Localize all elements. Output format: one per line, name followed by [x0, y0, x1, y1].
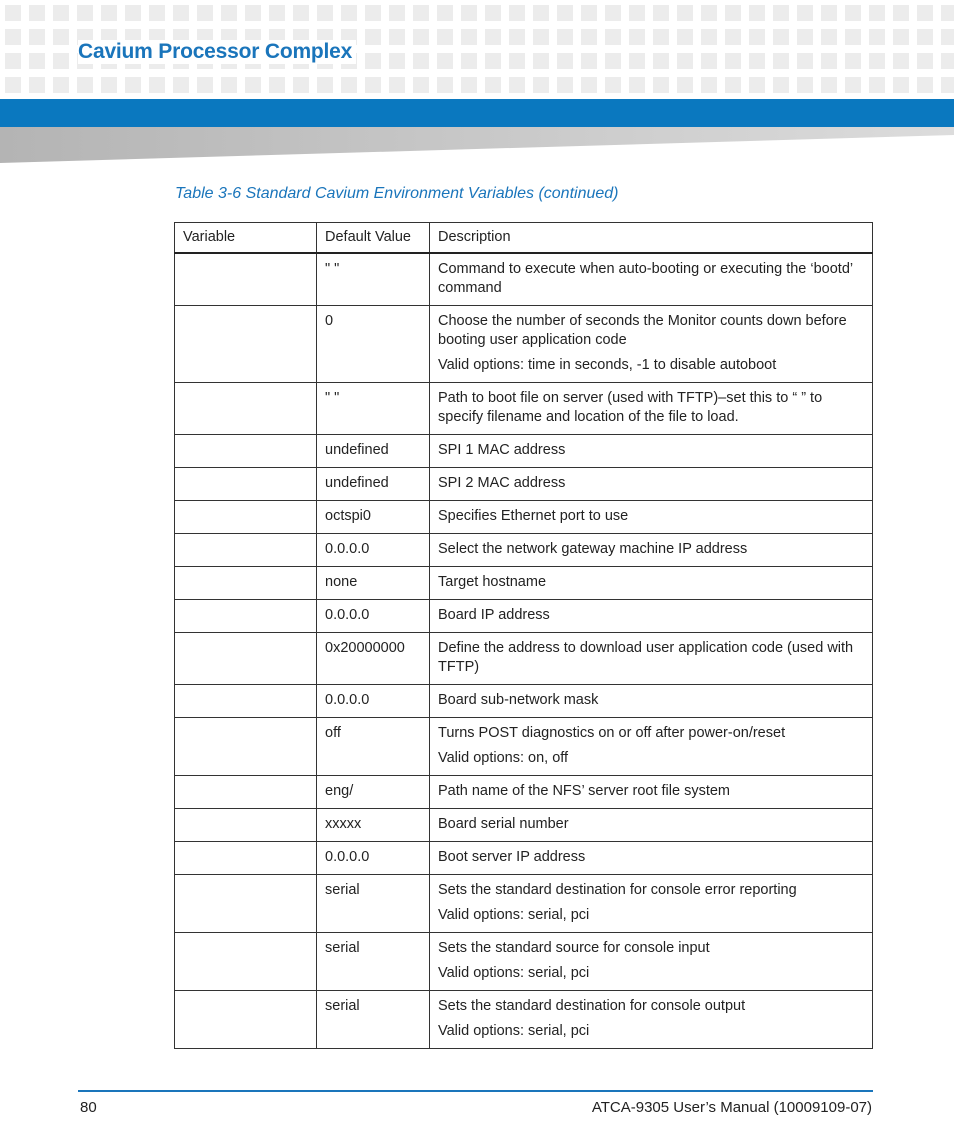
header-pattern-square [245, 5, 261, 21]
header-pattern-square [485, 77, 501, 93]
header-pattern-square [821, 5, 837, 21]
cell-variable [175, 991, 317, 1049]
header-pattern-square [629, 53, 645, 69]
header-pattern-square [941, 29, 954, 45]
header-pattern-square [797, 53, 813, 69]
header-pattern-square [893, 77, 909, 93]
header-pattern-square [821, 77, 837, 93]
header-pattern-square [125, 5, 141, 21]
cell-variable [175, 567, 317, 600]
cell-variable [175, 933, 317, 991]
cell-variable [175, 718, 317, 776]
header-pattern-square [509, 5, 525, 21]
header-pattern-square [197, 5, 213, 21]
header-pattern-square [269, 77, 285, 93]
header-pattern-square [629, 5, 645, 21]
cell-default-value: 0.0.0.0 [317, 600, 430, 633]
header-pattern-square [557, 5, 573, 21]
header-pattern-square [557, 53, 573, 69]
header-pattern-square [773, 29, 789, 45]
header-pattern-square [725, 53, 741, 69]
header-pattern-square [53, 29, 69, 45]
header-pattern-square [101, 5, 117, 21]
header-pattern-square [389, 77, 405, 93]
header-pattern-square [389, 5, 405, 21]
header-pattern-square [437, 53, 453, 69]
header-pattern-square [797, 5, 813, 21]
cell-variable [175, 600, 317, 633]
header-pattern-square [101, 77, 117, 93]
header-pattern-square [461, 77, 477, 93]
header-pattern-square [365, 53, 381, 69]
header-pattern-square [245, 77, 261, 93]
cell-variable [175, 875, 317, 933]
description-paragraph: Target hostname [438, 574, 547, 590]
header-pattern-square [893, 5, 909, 21]
description-paragraph: Valid options: serial, pci [438, 907, 590, 923]
header-pattern-square [845, 29, 861, 45]
header-pattern-square [773, 5, 789, 21]
header-pattern-square [341, 5, 357, 21]
header-pattern-square [941, 5, 954, 21]
table-row [175, 435, 873, 468]
cell-description [430, 685, 873, 718]
cell-variable [175, 306, 317, 383]
header-pattern-square [389, 53, 405, 69]
description-paragraph: Select the network gateway machine IP address [438, 541, 748, 557]
table-row [175, 253, 873, 306]
header-pattern-square [53, 77, 69, 93]
header-pattern-square [365, 77, 381, 93]
cell-default-value: octspi0 [317, 501, 430, 534]
cell-variable [175, 435, 317, 468]
cell-description [430, 991, 873, 1049]
description-paragraph: SPI 1 MAC address [438, 442, 566, 458]
table-row [175, 875, 873, 933]
header-pattern-square [773, 53, 789, 69]
header-pattern-square [77, 5, 93, 21]
header-pattern-square [221, 5, 237, 21]
header-pattern-square [629, 77, 645, 93]
header-pattern-square [5, 5, 21, 21]
cell-variable [175, 468, 317, 501]
header-pattern-square [485, 53, 501, 69]
header-pattern-square [653, 53, 669, 69]
description-paragraph: Boot server IP address [438, 849, 586, 865]
header-pattern-square [725, 77, 741, 93]
header-pattern-square [5, 29, 21, 45]
cell-default-value: serial [317, 933, 430, 991]
cell-description [430, 534, 873, 567]
header-pattern-square [341, 77, 357, 93]
header-blue-bar [0, 99, 954, 127]
header-pattern-square [869, 5, 885, 21]
cell-default-value: serial [317, 875, 430, 933]
cell-default-value: off [317, 718, 430, 776]
description-paragraph: Valid options: on, off [438, 750, 569, 766]
header-pattern-square [365, 5, 381, 21]
header-pattern-square [461, 53, 477, 69]
header-pattern-square [605, 5, 621, 21]
header-pattern-square [125, 77, 141, 93]
header-pattern-square [653, 29, 669, 45]
header-pattern-square [533, 53, 549, 69]
header-pattern-square [509, 77, 525, 93]
description-paragraph: Sets the standard destination for console output [438, 998, 746, 1014]
header-pattern-square [557, 77, 573, 93]
header-pattern-square [821, 29, 837, 45]
header-pattern-square [413, 53, 429, 69]
header-pattern-square [797, 77, 813, 93]
header-pattern-square [29, 5, 45, 21]
description-paragraph: Sets the standard destination for console error reporting [438, 882, 797, 898]
cell-default-value: " " [317, 383, 430, 435]
cell-description [430, 718, 873, 776]
header-pattern-square [461, 29, 477, 45]
cell-default-value: undefined [317, 435, 430, 468]
header-pattern-square [581, 5, 597, 21]
header-pattern-square [581, 53, 597, 69]
header-pattern-square [29, 53, 45, 69]
cell-description [430, 633, 873, 685]
header-pattern-square [701, 29, 717, 45]
description-paragraph: Turns POST diagnostics on or off after power-on/reset [438, 725, 786, 741]
header-pattern-square [893, 53, 909, 69]
header-pattern-square [389, 29, 405, 45]
footer-rule [78, 1090, 873, 1092]
header-pattern-square [917, 77, 933, 93]
header-pattern-square [485, 29, 501, 45]
header-pattern-square [509, 29, 525, 45]
cell-description [430, 468, 873, 501]
cell-description [430, 600, 873, 633]
header-pattern-square [317, 5, 333, 21]
header-pattern-square [677, 29, 693, 45]
table-row [175, 600, 873, 633]
header-pattern-square [29, 29, 45, 45]
table-row [175, 718, 873, 776]
description-paragraph: Board serial number [438, 816, 569, 832]
header-pattern-square [581, 77, 597, 93]
header-pattern-square [677, 5, 693, 21]
header-pattern-square [749, 53, 765, 69]
cell-default-value: serial [317, 991, 430, 1049]
header-pattern-square [749, 29, 765, 45]
description-paragraph: Valid options: serial, pci [438, 1023, 590, 1039]
header-pattern-square [437, 5, 453, 21]
header-pattern-square [221, 77, 237, 93]
header-pattern-square [293, 77, 309, 93]
cell-description [430, 567, 873, 600]
header-pattern-square [701, 77, 717, 93]
cell-description [430, 383, 873, 435]
cell-default-value: 0x20000000 [317, 633, 430, 685]
table-row [175, 991, 873, 1049]
cell-variable [175, 383, 317, 435]
environment-variables-table [174, 222, 873, 1049]
cell-variable [175, 809, 317, 842]
page-section-title: Cavium Processor Complex [78, 40, 356, 64]
header-pattern-square [941, 53, 954, 69]
header-pattern-square [941, 77, 954, 93]
column-header-variable: Variable [175, 223, 317, 254]
page-number: 80 [80, 1099, 97, 1116]
header-pattern-square [749, 5, 765, 21]
cell-variable [175, 842, 317, 875]
header-pattern-square [845, 53, 861, 69]
header-pattern-square [533, 77, 549, 93]
description-paragraph: Specifies Ethernet port to use [438, 508, 629, 524]
table-row [175, 633, 873, 685]
table-body [175, 253, 873, 1049]
table-row [175, 468, 873, 501]
header-pattern-square [917, 29, 933, 45]
header-pattern-square [773, 77, 789, 93]
header-pattern-square [605, 29, 621, 45]
header-pattern-square [581, 29, 597, 45]
header-pattern-square [173, 77, 189, 93]
table-row [175, 685, 873, 718]
cell-default-value: 0.0.0.0 [317, 842, 430, 875]
cell-default-value: " " [317, 253, 430, 306]
description-paragraph: Valid options: time in seconds, -1 to disable autoboot [438, 357, 777, 373]
cell-description [430, 501, 873, 534]
table-row [175, 534, 873, 567]
table-row [175, 842, 873, 875]
cell-description [430, 776, 873, 809]
header-pattern-square [437, 29, 453, 45]
header-pattern-square [677, 53, 693, 69]
column-header-description: Description [430, 223, 873, 254]
header-pattern-square [77, 77, 93, 93]
cell-description [430, 809, 873, 842]
header-pattern-square [629, 29, 645, 45]
description-paragraph: Valid options: serial, pci [438, 965, 590, 981]
table-row [175, 501, 873, 534]
header-pattern-square [869, 77, 885, 93]
header-pattern-square [533, 5, 549, 21]
description-paragraph: Sets the standard source for console input [438, 940, 710, 956]
header-pattern-square [725, 29, 741, 45]
cell-variable [175, 633, 317, 685]
table-row [175, 383, 873, 435]
cell-description [430, 435, 873, 468]
description-paragraph: Define the address to download user application code (used with TFTP) [438, 640, 854, 675]
header-pattern-square [725, 5, 741, 21]
description-paragraph: Command to execute when auto-booting or executing the ‘bootd’ command [438, 261, 853, 296]
cell-default-value: eng/ [317, 776, 430, 809]
description-paragraph: Path name of the NFS’ server root file system [438, 783, 730, 799]
header-pattern-square [53, 53, 69, 69]
description-paragraph: Path to boot file on server (used with TFTP)–set this to “ ” to specify filename and location of the file to load. [438, 390, 823, 425]
cell-default-value: 0 [317, 306, 430, 383]
header-pattern-square [149, 5, 165, 21]
header-pattern-square [365, 29, 381, 45]
header-pattern-square [293, 5, 309, 21]
cell-description [430, 875, 873, 933]
header-pattern-square [893, 29, 909, 45]
header-pattern-square [485, 5, 501, 21]
header-pattern-square [413, 77, 429, 93]
cell-description [430, 306, 873, 383]
table-row [175, 933, 873, 991]
header-pattern-square [461, 5, 477, 21]
header-gray-wedge [0, 127, 954, 163]
table-row [175, 809, 873, 842]
header-pattern-square [317, 77, 333, 93]
header-pattern-square [53, 5, 69, 21]
cell-default-value: 0.0.0.0 [317, 534, 430, 567]
cell-description [430, 933, 873, 991]
cell-variable [175, 253, 317, 306]
header-pattern-square [677, 77, 693, 93]
header-pattern-square [701, 5, 717, 21]
cell-variable [175, 776, 317, 809]
cell-default-value: 0.0.0.0 [317, 685, 430, 718]
description-paragraph: Board IP address [438, 607, 550, 623]
cell-variable [175, 534, 317, 567]
header-pattern-square [533, 29, 549, 45]
table-row [175, 567, 873, 600]
document-title: ATCA-9305 User’s Manual (10009109-07) [591, 1099, 872, 1116]
table-caption: Table 3-6 Standard Cavium Environment Variables (continued) [175, 185, 619, 202]
column-header-default-value: Default Value [317, 223, 430, 254]
cell-variable [175, 685, 317, 718]
cell-default-value: xxxxx [317, 809, 430, 842]
cell-description [430, 253, 873, 306]
description-paragraph: Board sub-network mask [438, 692, 599, 708]
header-pattern-square [701, 53, 717, 69]
header-pattern-square [413, 5, 429, 21]
table-row [175, 776, 873, 809]
header-pattern-square [557, 29, 573, 45]
header-pattern-square [869, 53, 885, 69]
cell-default-value: undefined [317, 468, 430, 501]
cell-description [430, 842, 873, 875]
header-pattern-square [5, 53, 21, 69]
header-pattern-square [749, 77, 765, 93]
header-pattern-square [413, 29, 429, 45]
header-pattern-square [869, 29, 885, 45]
header-pattern-square [845, 77, 861, 93]
header-pattern-square [797, 29, 813, 45]
header-pattern-square [653, 77, 669, 93]
header-pattern-square [917, 53, 933, 69]
description-paragraph: SPI 2 MAC address [438, 475, 566, 491]
header-pattern-square [605, 77, 621, 93]
header-pattern-square [917, 5, 933, 21]
header-pattern-square [197, 77, 213, 93]
cell-default-value: none [317, 567, 430, 600]
header-pattern-square [5, 77, 21, 93]
header-pattern-square [269, 5, 285, 21]
header-pattern-square [821, 53, 837, 69]
header-pattern-square [845, 5, 861, 21]
description-paragraph: Choose the number of seconds the Monitor counts down before booting user application code [438, 313, 847, 348]
header-pattern-square [605, 53, 621, 69]
header-pattern-square [437, 77, 453, 93]
header-pattern-square [29, 77, 45, 93]
header-pattern-square [653, 5, 669, 21]
cell-variable [175, 501, 317, 534]
header-pattern-square [509, 53, 525, 69]
header-pattern-square [149, 77, 165, 93]
header-pattern-square [173, 5, 189, 21]
table-row [175, 306, 873, 383]
table-header-row [175, 223, 873, 254]
